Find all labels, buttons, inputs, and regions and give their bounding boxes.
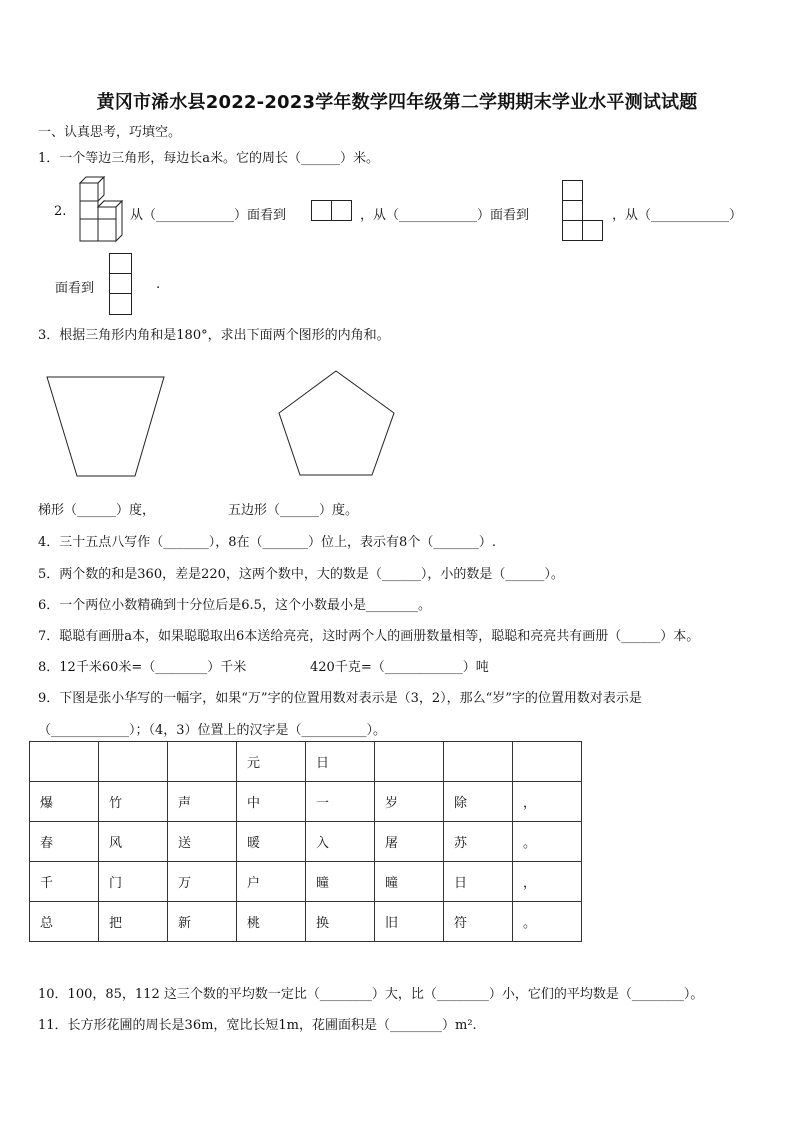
trapezoid-figure (46, 376, 166, 480)
grid-row (30, 782, 582, 822)
grid-cell: 户 (237, 862, 306, 902)
question-9-line-1: 9．下图是张小华写的一幅字，如果“万”字的位置用数对表示是（3，2），那么“岁”字的位置用数对表示是 (38, 691, 642, 706)
question-10: 10．100，85，112 这三个数的平均数一定比（________）大，比（________）小，它们的平均数是（________）。 (38, 987, 704, 1002)
question-3-pentagon-answer: 五边形（______）度。 (228, 503, 359, 518)
grid-cell: 万 (168, 862, 237, 902)
grid-cell: 竹 (99, 782, 168, 822)
grid-cell (513, 742, 582, 782)
grid-cell: 。 (513, 822, 582, 862)
question-2-from-2: ，从（____________）面看到 (360, 208, 530, 223)
question-2-from-3: ，从（____________） (612, 208, 743, 223)
question-2-from-1: 从（____________）面看到 (130, 208, 287, 223)
grid-cell: 换 (306, 902, 375, 942)
section-heading: 一、认真思考，巧填空。 (38, 125, 182, 140)
grid-cell: 中 (237, 782, 306, 822)
view-two-squares (311, 200, 353, 222)
question-6: 6．一个两位小数精确到十分位后是6.5，这个小数最小是________。 (38, 598, 431, 613)
grid-cell (375, 742, 444, 782)
grid-cell: 春 (30, 822, 99, 862)
grid-cell: 元 (237, 742, 306, 782)
grid-cell (99, 742, 168, 782)
grid-cell: 总 (30, 902, 99, 942)
grid-cell: 爆 (30, 782, 99, 822)
grid-cell (444, 742, 513, 782)
grid-cell: 。 (513, 902, 582, 942)
page-title: 黄冈市浠水县2022-2023学年数学四年级第二学期期末学业水平测试试题 (96, 92, 698, 113)
grid-row (30, 862, 582, 902)
question-2-number: 2. (54, 204, 67, 219)
grid-cell: 日 (306, 742, 375, 782)
question-8-part-2: 420千克=（____________）吨 (310, 660, 489, 675)
grid-cell: 把 (99, 902, 168, 942)
grid-cell: 暖 (237, 822, 306, 862)
question-11: 11．长方形花圃的周长是36m，宽比长短1m，花圃面积是（________）m². (38, 1018, 477, 1033)
question-3: 3．根据三角形内角和是180°，求出下面两个图形的内角和。 (38, 328, 390, 343)
grid-row (30, 822, 582, 862)
cube-stack-figure (74, 177, 120, 245)
grid-cell: 风 (99, 822, 168, 862)
poem-grid (29, 741, 582, 942)
grid-cell: 门 (99, 862, 168, 902)
question-7: 7．聪聪有画册a本，如果聪聪取出6本送给亮亮，这时两个人的画册数量相等，聪聪和亮亮共有画册（______）本。 (38, 629, 700, 644)
grid-cell: 一 (306, 782, 375, 822)
question-3-trapezoid-answer: 梯形（______）度， (38, 503, 156, 518)
grid-cell: 送 (168, 822, 237, 862)
grid-cell (168, 742, 237, 782)
grid-cell: 曈 (375, 862, 444, 902)
grid-cell: 岁 (375, 782, 444, 822)
view-column (109, 253, 133, 317)
grid-cell: 除 (444, 782, 513, 822)
question-1: 1．一个等边三角形，每边长a米。它的周长（______）米。 (38, 151, 380, 166)
question-2-tail: 面看到 (55, 281, 95, 296)
question-4: 4．三十五点八写作（_______），8在（_______）位上，表示有8个（_______）. (38, 535, 496, 550)
grid-cell: 苏 (444, 822, 513, 862)
grid-cell: 屠 (375, 822, 444, 862)
grid-row (30, 742, 582, 782)
grid-cell: ， (513, 862, 582, 902)
grid-cell: ， (513, 782, 582, 822)
grid-cell: 桃 (237, 902, 306, 942)
grid-cell: 入 (306, 822, 375, 862)
question-2-dot: . (156, 277, 161, 292)
grid-cell: 千 (30, 862, 99, 902)
grid-cell: 符 (444, 902, 513, 942)
question-9-line-2: （____________）；（4，3）位置上的汉字是（__________）。 (38, 723, 387, 738)
question-8-part-1: 8．12千米60米=（________）千米 (38, 660, 247, 675)
view-l-shape (562, 180, 606, 242)
grid-cell: 曈 (306, 862, 375, 902)
pentagon-figure (278, 370, 398, 480)
grid-cell: 日 (444, 862, 513, 902)
grid-row (30, 902, 582, 942)
grid-cell: 新 (168, 902, 237, 942)
grid-cell (30, 742, 99, 782)
grid-cell: 旧 (375, 902, 444, 942)
question-5: 5．两个数的和是360，差是220，这两个数中，大的数是（______），小的数是（______）。 (38, 567, 564, 582)
grid-cell: 声 (168, 782, 237, 822)
